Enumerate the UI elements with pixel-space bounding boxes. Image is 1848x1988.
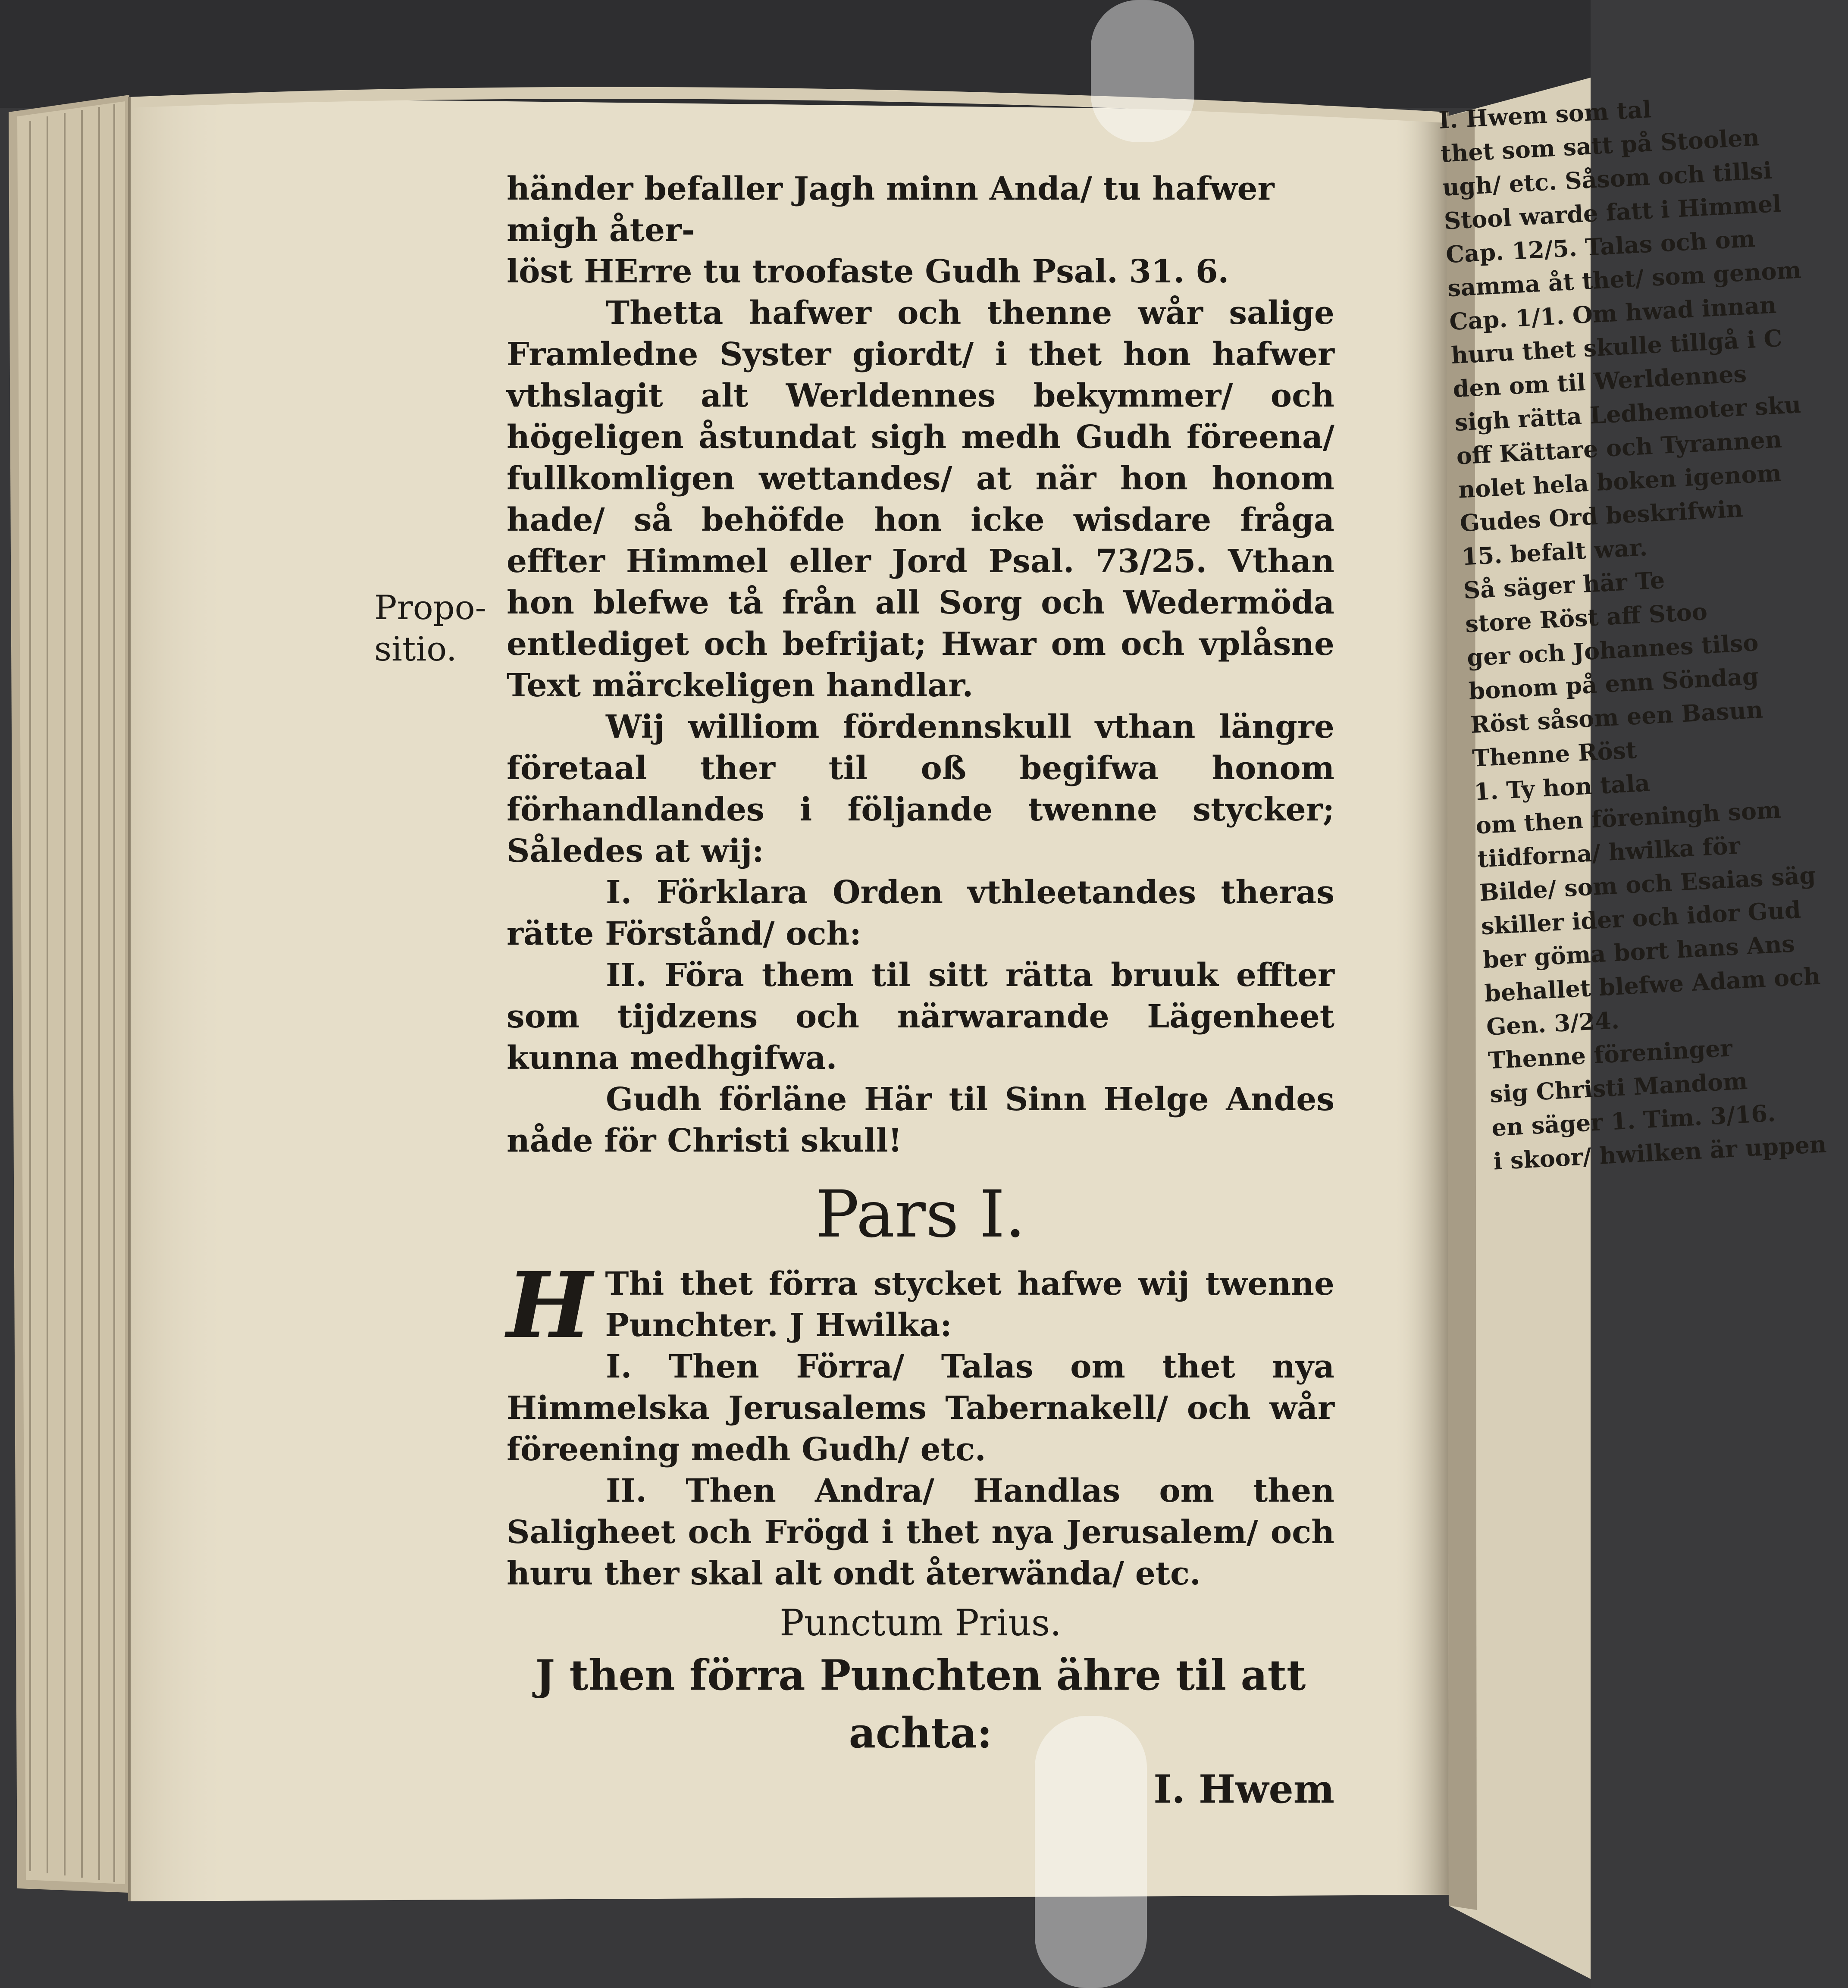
facing-page-line: nolet hela boken igenom	[1457, 459, 1782, 504]
margin-note-line: Propo-	[374, 589, 486, 627]
facing-page-line: skiller ider och idor Gud	[1480, 895, 1802, 940]
paragraph: Wij williom fördennskull vthan längre företaal ther til oß begifwa honom förhandlandes i följande twenne stycker; Således at wij:	[507, 708, 1334, 870]
list-item: II. Then Andra/ Handlas om then Saligheet och Frögd i thet nya Jerusalem/ och huru ther skal alt ondt återwända/ etc.	[507, 1472, 1334, 1592]
facing-page-line: 15. befalt war.	[1461, 533, 1648, 571]
facing-page-line: Thenne föreninger	[1487, 1034, 1733, 1074]
facing-page-line: Bilde/ som och Esaias säg	[1478, 861, 1817, 907]
facing-page-line: Gen. 3/24.	[1485, 1006, 1620, 1041]
facing-page-line: ger och Johannes tilso	[1466, 628, 1759, 672]
subsection-title: Punctum Prius.	[780, 1602, 1062, 1644]
facing-page-line: sigh rätta Ledhemoter sku	[1454, 390, 1802, 436]
facing-page-line: ber göma bort hans Ans	[1482, 930, 1796, 974]
facing-page-line: 1. Ty hon tala	[1473, 769, 1651, 806]
page-text-block	[507, 168, 1334, 1810]
heading-line: achta:	[849, 1709, 993, 1757]
paragraph: Thetta hafwer och thenne wår salige Framledne Syster giordt/ i thet hon hafwer vthslagit alt Werldennes bekymmer/ och högeligen åstundat sigh medh Gudh föreena/ fullkomligen wettandes/ at när hon honom hade/ så behöfde hon icke wisdare fråga effter Himmel eller Jord Psal. 73/25. Vthan hon blefwe tå från all Sorg och Wedermöda entlediget och befrijat; Hwar om och vplåsne Text märckeligen handlar.	[507, 294, 1334, 704]
facing-page-line: en säger 1. Tim. 3/16.	[1491, 1099, 1776, 1142]
facing-page-line: tiidforna/ hwilka för	[1477, 831, 1741, 873]
facing-page-line: ugh/ etc. Såsom och tillsi	[1441, 156, 1773, 201]
facing-page-line: bonom på enn Söndag	[1468, 662, 1760, 705]
facing-page-line: Cap. 12/5. Talas och om	[1445, 224, 1756, 269]
facing-page-line: Thenne Röst	[1471, 736, 1638, 772]
facing-page-line: thet som satt på Stoolen	[1440, 123, 1760, 168]
paragraph-with-initial	[507, 1252, 1334, 1359]
facing-page-line: Så säger här Te	[1463, 566, 1666, 604]
margin-note-line: sitio.	[374, 630, 457, 669]
facing-page-line: behallet blefwe Adam och	[1484, 962, 1821, 1008]
margin-note-propositio	[374, 587, 504, 670]
facing-page-line: samma åt thet/ som genom	[1447, 256, 1802, 302]
facing-page-line: Cap. 1/1. Om hwad innan	[1448, 291, 1777, 336]
list-item: I. Förklara Orden vthleetandes theras rätte Förstånd/ och:	[507, 874, 1334, 952]
text-line: händer befaller Jagh minn Anda/ tu hafwer migh åter-	[507, 170, 1275, 249]
facing-page-line: Stool warde fatt i Himmel	[1443, 189, 1782, 235]
facing-page-line: sig Christi Mandom	[1489, 1067, 1748, 1108]
facing-page-line: den om til Werldennes	[1452, 360, 1748, 403]
heading-line: J then förra Punchten ähre til att	[535, 1651, 1306, 1700]
section-title: Pars I.	[815, 1177, 1026, 1252]
facing-page-line: I. Hwem som tal	[1438, 95, 1652, 134]
facing-page-line: om then föreningh som	[1475, 795, 1782, 839]
paragraph-text: Thi thet förra stycket hafwe wij twenne Punchter. J Hwilka:	[605, 1265, 1334, 1344]
catchword: I. Hwem	[1153, 1766, 1334, 1812]
facing-page-line: store Röst aff Stoo	[1464, 597, 1708, 638]
facing-page-line: off Kättare och Tyrannen	[1456, 425, 1783, 470]
paragraph: Gudh förläne Här til Sinn Helge Andes nåde för Christi skull!	[507, 1081, 1334, 1159]
facing-page-line: huru thet skulle tillgå i C	[1450, 324, 1783, 369]
list-item: II. Föra them til sitt rätta bruuk effter som tijdzens och närwarande Lägenheet kunna medhgifwa.	[507, 957, 1334, 1077]
drop-cap-initial: H	[507, 1252, 592, 1359]
list-item: I. Then Förra/ Talas om thet nya Himmelska Jerusalems Tabernakell/ och wår föreening medh Gudh/ etc.	[507, 1348, 1334, 1468]
text-line: löst HErre tu troofaste Gudh Psal. 31. 6.	[507, 253, 1229, 290]
facing-page-line: i skoor/ hwilken är uppen	[1492, 1130, 1827, 1175]
facing-page-line: Gudes Ord beskrifwin	[1459, 495, 1744, 537]
facing-page-line: Röst såsom een Basun	[1469, 695, 1764, 739]
